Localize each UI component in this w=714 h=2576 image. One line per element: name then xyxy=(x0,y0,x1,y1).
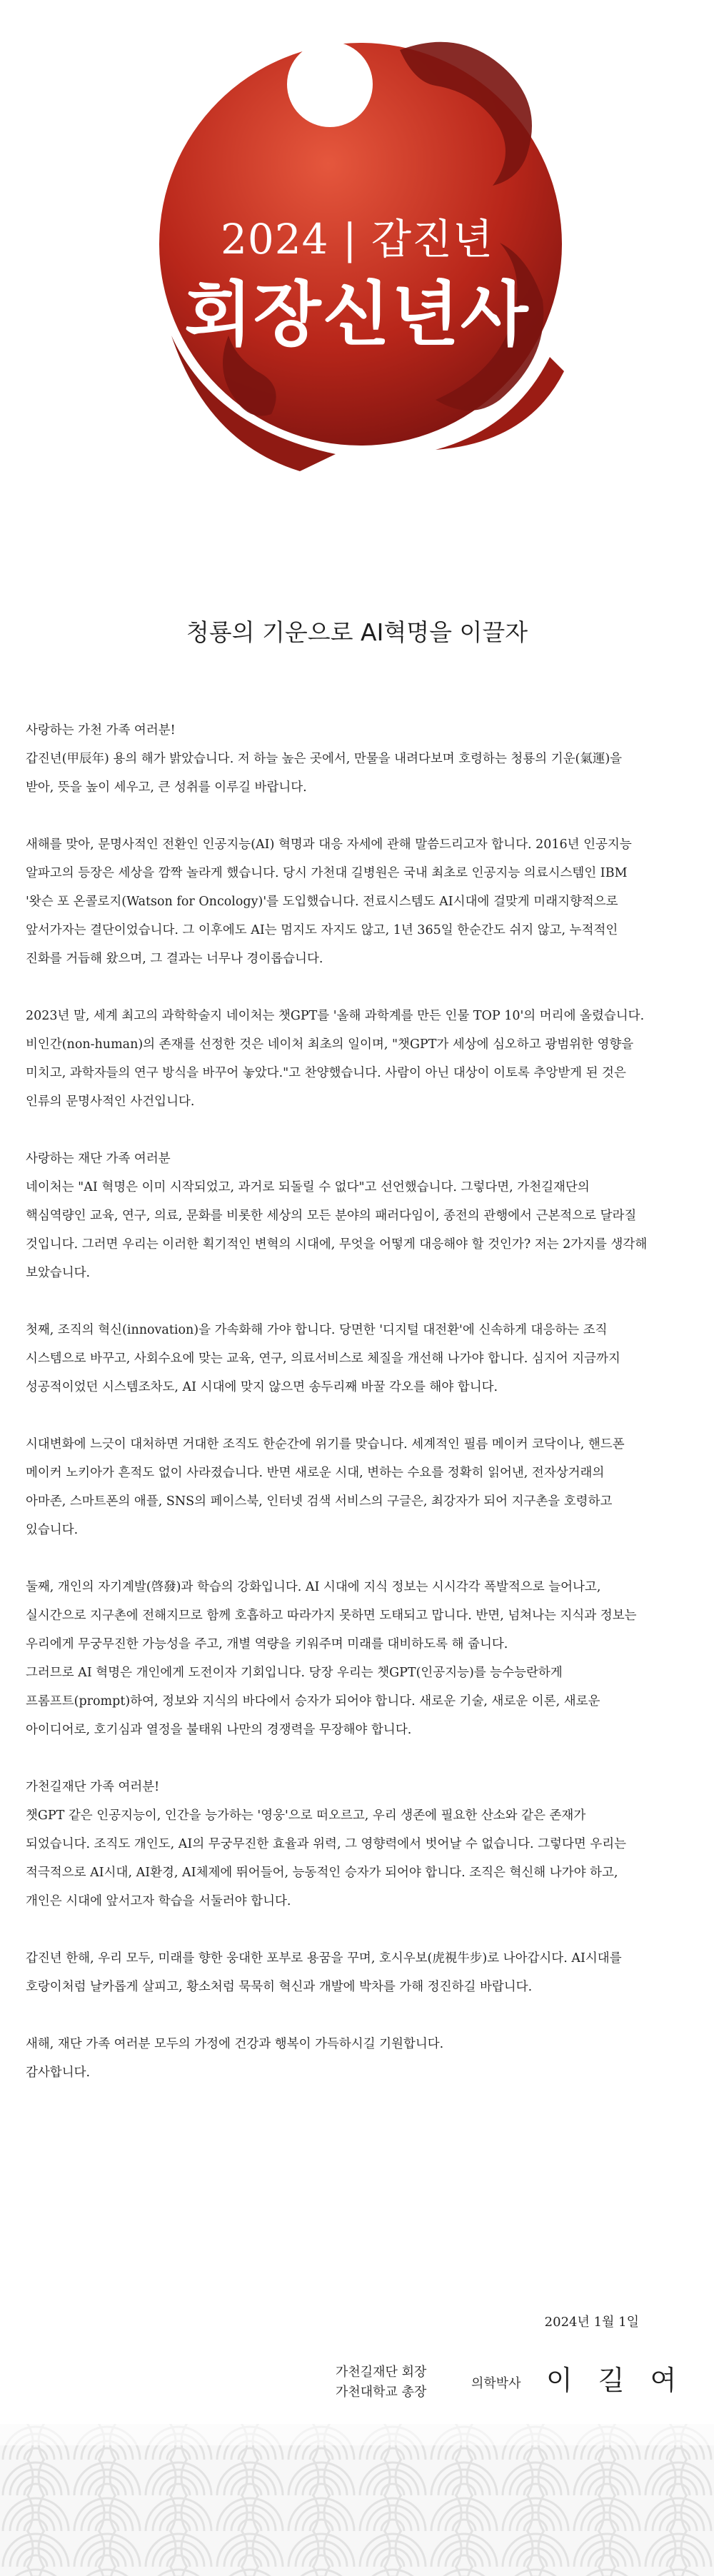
text-line: 새해를 맞아, 문명사적인 전환인 인공지능(AI) 혁명과 대응 자세에 관해 말씀드리고자 합니다. 2016년 인공지능 xyxy=(26,837,632,852)
text-line: 프롬프트(prompt)하여, 정보와 지식의 바다에서 승자가 되어야 합니다. 새로운 기술, 새로운 이론, 새로운 xyxy=(26,1694,600,1709)
text-line: 아이디어로, 호기심과 열정을 불태워 나만의 경쟁력을 무장해야 합니다. xyxy=(26,1723,412,1737)
text-line: 시대변화에 느긋이 대처하면 거대한 조직도 한순간에 위기를 맞습니다. 세계적인 필름 메이커 코닥이나, 핸드폰 xyxy=(26,1437,625,1451)
letter-body xyxy=(26,716,688,2115)
paragraph xyxy=(26,2030,688,2087)
text-line: 감사합니다. xyxy=(26,2066,91,2080)
text-line: 호랑이처럼 날카롭게 살피고, 황소처럼 묵묵히 혁신과 개발에 박차를 가해 정진하길 바랍니다. xyxy=(26,1980,533,1994)
text-line: 핵심역량인 교육, 연구, 의료, 문화를 비롯한 세상의 모든 분야의 패러다임이, 종전의 관행에서 근본적으로 달라질 xyxy=(26,1209,637,1223)
text-line: 알파고의 등장은 세상을 깜짝 놀라게 했습니다. 당시 가천대 길병원은 국내 최초로 인공지능 의료시스템인 IBM xyxy=(26,866,628,880)
text-line: 진화를 거듭해 왔으며, 그 결과는 너무나 경이롭습니다. xyxy=(26,952,323,966)
text-line: '왓슨 포 온콜로지(Watson for Oncology)'를 도입했습니다. 전료시스템도 AI시대에 걸맞게 미래지향적으로 xyxy=(26,895,618,909)
text-line: 사랑하는 재단 가족 여러분 xyxy=(26,1152,171,1166)
text-line: 그러므로 AI 혁명은 개인에게 도전이자 기회입니다. 당장 우리는 챗GPT(인공지능)를 능수능란하게 xyxy=(26,1666,563,1680)
paragraph xyxy=(26,830,688,973)
text-line: 갑진년 한해, 우리 모두, 미래를 향한 웅대한 포부로 용꿈을 꾸며, 호시우보(虎視牛步)로 나아갑시다. AI시대를 xyxy=(26,1951,622,1966)
new-year-banner xyxy=(0,0,714,521)
signer-title-foundation: 가천길재단 회장 xyxy=(336,2365,427,2380)
wave-pattern-footer xyxy=(0,2424,714,2576)
banner-main-title: 회장신년사 xyxy=(184,274,530,356)
text-line: 메이커 노키아가 흔적도 없이 사라졌습니다. 반면 새로운 시대, 변하는 수요를 정확히 읽어낸, 전자상거래의 xyxy=(26,1466,605,1480)
text-line: 가천길재단 가족 여러분! xyxy=(26,1780,160,1794)
paragraph xyxy=(26,716,688,802)
text-line: 인류의 문명사적인 사건입니다. xyxy=(26,1095,195,1109)
text-line: 둘째, 개인의 자기계발(啓發)과 학습의 강화입니다. AI 시대에 지식 정보는 시시각각 폭발적으로 늘어나고, xyxy=(26,1580,601,1594)
text-line: 미치고, 과학자들의 연구 방식을 바꾸어 놓았다."고 찬양했습니다. 사람이 아닌 대상이 이토록 추앙받게 된 것은 xyxy=(26,1066,626,1080)
paragraph xyxy=(26,1573,688,1744)
white-sun-icon xyxy=(287,41,373,127)
signer-title-university: 가천대학교 총장 xyxy=(336,2385,427,2400)
text-line: 있습니다. xyxy=(26,1523,79,1537)
paragraph xyxy=(26,1773,688,1916)
text-line: 시스템으로 바꾸고, 사회수요에 맞는 교육, 연구, 의료서비스로 체질을 개선해 나가야 합니다. 심지어 지금까지 xyxy=(26,1352,620,1366)
text-line: 비인간(non-human)의 존재를 선정한 것은 네이처 최초의 일이며, "챗GPT가 세상에 심오하고 광범위한 영향을 xyxy=(26,1037,634,1052)
paragraph xyxy=(26,1144,688,1287)
paragraph xyxy=(26,1944,688,2001)
banner-year-title: 2024 | 갑진년 xyxy=(220,215,494,263)
article-headline: 청룡의 기운으로 AI혁명을 이끌자 xyxy=(186,618,528,646)
text-line: 새해, 재단 가족 여러분 모두의 가정에 건강과 행복이 가득하시길 기원합니다. xyxy=(26,2037,444,2051)
paragraph xyxy=(26,1430,688,1544)
text-line: 우리에게 무궁무진한 가능성을 주고, 개별 역량을 키워주며 미래를 대비하도록 해 줍니다. xyxy=(26,1637,508,1651)
letter-date: 2024년 1월 1일 xyxy=(544,2315,639,2330)
paragraph xyxy=(26,1002,688,1116)
paragraph xyxy=(26,1316,688,1402)
text-line: 적극적으로 AI시대, AI환경, AI체제에 뛰어들어, 능동적인 승자가 되어야 합니다. 조직은 혁신해 나가야 하고, xyxy=(26,1866,618,1880)
text-line: 사랑하는 가천 가족 여러분! xyxy=(26,723,176,738)
text-line: 되었습니다. 조직도 개인도, AI의 무궁무진한 효율과 위력, 그 영향력에서 벗어날 수 없습니다. 그렇다면 우리는 xyxy=(26,1837,627,1851)
text-line: 아마존, 스마트폰의 애플, SNS의 페이스북, 인터넷 검색 서비스의 구글은, 최강자가 되어 지구촌을 호령하고 xyxy=(26,1494,613,1509)
signature-block xyxy=(0,2312,714,2400)
text-line: 성공적이었던 시스템조차도, AI 시대에 맞지 않으면 송두리째 바꿀 각오를 해야 합니다. xyxy=(26,1380,498,1394)
text-line: 개인은 시대에 앞서고자 학습을 서둘러야 합니다. xyxy=(26,1894,291,1908)
text-line: 네이처는 "AI 혁명은 이미 시작되었고, 과거로 되돌릴 수 없다"고 선언했습니다. 그렇다면, 가천길재단의 xyxy=(26,1180,590,1194)
text-line: 갑진년(甲辰年) 용의 해가 밝았습니다. 저 하늘 높은 곳에서, 만물을 내려다보며 호령하는 청룡의 기운(氣運)을 xyxy=(26,752,623,766)
text-line: 앞서가자는 결단이었습니다. 그 이후에도 AI는 멈지도 자지도 않고, 1년 365일 한순간도 쉬지 않고, 누적적인 xyxy=(26,923,618,937)
wave-pattern-icon xyxy=(0,2424,714,2576)
signer-degree: 의학박사 xyxy=(471,2376,521,2391)
text-line: 실시간으로 지구촌에 전해지므로 함께 호흡하고 따라가지 못하면 도태되고 맙니다. 반면, 넘쳐나는 지식과 정보는 xyxy=(26,1609,637,1623)
text-line: 2023년 말, 세계 최고의 과학학술지 네이처는 챗GPT를 '올해 과학계를 만든 인물 TOP 10'의 머리에 올렸습니다. xyxy=(26,1009,645,1023)
text-line: 챗GPT 같은 인공지능이, 인간을 능가하는 '영웅'으로 떠오르고, 우리 생존에 필요한 산소와 같은 존재가 xyxy=(26,1808,586,1823)
text-line: 첫째, 조직의 혁신(innovation)을 가속화해 가야 합니다. 당면한 '디지털 대전환'에 신속하게 대응하는 조직 xyxy=(26,1323,608,1337)
text-line: 보았습니다. xyxy=(26,1266,91,1280)
signer-name: 이 길 여 xyxy=(546,2365,685,2396)
text-line: 것입니다. 그러면 우리는 이러한 획기적인 변혁의 시대에, 무엇을 어떻게 대응해야 할 것인가? 저는 2가지를 생각해 xyxy=(26,1237,648,1252)
text-line: 받아, 뜻을 높이 세우고, 큰 성취를 이루길 바랍니다. xyxy=(26,780,307,795)
